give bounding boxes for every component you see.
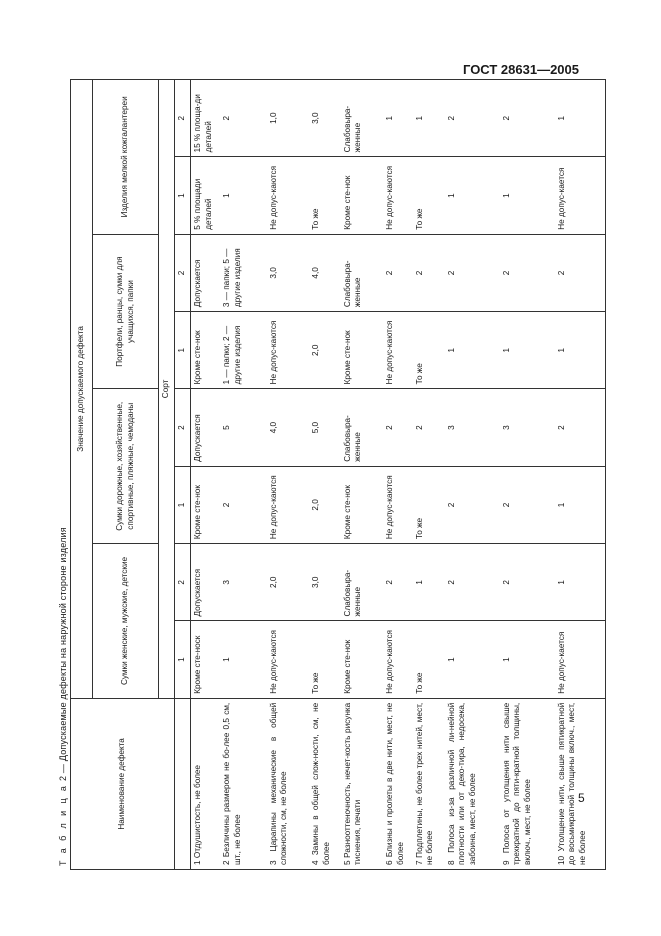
value-cell: 2 bbox=[500, 234, 555, 311]
caption-prefix: Т а б л и ц а bbox=[58, 783, 68, 866]
sort-label: 1 bbox=[175, 157, 191, 234]
value-cell: 4,0 bbox=[267, 389, 309, 466]
value-cell: 5,0 bbox=[309, 389, 341, 466]
value-cell: 1 bbox=[445, 621, 500, 698]
group-header-briefcases: Портфели, ранцы, сумки для учащихся, папки bbox=[93, 234, 159, 389]
sort-label: 1 bbox=[175, 621, 191, 698]
sort-label-spacer bbox=[175, 698, 191, 869]
value-cell: 2 bbox=[555, 234, 606, 311]
value-cell: 2 bbox=[383, 234, 413, 311]
caption-text: 2 — Допускаемые дефекты на наружной стороне изделия bbox=[58, 527, 68, 784]
table-row bbox=[555, 80, 606, 870]
value-cell: Не допус-каются bbox=[267, 621, 309, 698]
value-cell: Не допус-кается bbox=[555, 621, 606, 698]
sort-label: 1 bbox=[175, 312, 191, 389]
value-cell: Слабовыра-женные bbox=[341, 544, 383, 621]
value-cell: То же bbox=[413, 157, 445, 234]
defect-name-cell: 9 Полоса от утолщения нити свыше трехкратной до пяти-кратной толщины, включ., мест, не более bbox=[500, 698, 555, 869]
value-cell: 2,0 bbox=[309, 466, 341, 543]
value-cell: Допускается bbox=[191, 234, 221, 311]
table-caption bbox=[58, 527, 68, 866]
value-cell: 5 % площади деталей bbox=[191, 157, 221, 234]
value-cell: 1 bbox=[555, 312, 606, 389]
value-cell: Не допус-каются bbox=[383, 621, 413, 698]
value-cell: 1 bbox=[445, 312, 500, 389]
table-row bbox=[341, 80, 383, 870]
value-cell: Кроме сте-нок bbox=[341, 157, 383, 234]
value-cell: 3 — папки; 5 — другие изделия bbox=[220, 234, 267, 311]
value-cell: Кроме сте-нок bbox=[341, 312, 383, 389]
value-cell: 2 bbox=[220, 466, 267, 543]
defect-name-cell: 3 Царапины механические в общей сложности, см, не более bbox=[267, 698, 309, 869]
value-cell: То же bbox=[413, 312, 445, 389]
value-cell: 2 bbox=[445, 466, 500, 543]
sort-label: 2 bbox=[175, 80, 191, 157]
value-cell: 1 bbox=[500, 621, 555, 698]
defect-name-cell: 6 Близны и пролеты в две нити, мест, не более bbox=[383, 698, 413, 869]
value-cell: Кроме сте-нок bbox=[341, 621, 383, 698]
value-cell: 2 bbox=[413, 234, 445, 311]
value-cell: 1 bbox=[383, 80, 413, 157]
value-cell: 2,0 bbox=[309, 312, 341, 389]
value-cell: 1 bbox=[555, 466, 606, 543]
table-row bbox=[220, 80, 267, 870]
defect-name-cell: 8 Полоса из-за различной ли-нейной плотности или от деко-тира, недосека, забоина, мест, не более bbox=[445, 698, 500, 869]
column-header-value: Значение допускаемого дефекта bbox=[71, 80, 93, 699]
value-cell: 2 bbox=[445, 80, 500, 157]
value-cell: Допускается bbox=[191, 389, 221, 466]
value-cell: Кроме сте-нок bbox=[191, 466, 221, 543]
table-row bbox=[500, 80, 555, 870]
value-cell: Слабовыра-женные bbox=[341, 80, 383, 157]
value-cell: 3,0 bbox=[309, 80, 341, 157]
value-cell: 1 bbox=[220, 157, 267, 234]
defect-name-cell: 10 Утолщение нити, свыше пятикратной до восьмикратной толщины включ., мест, не более bbox=[555, 698, 606, 869]
value-cell: 1 bbox=[413, 80, 445, 157]
value-cell: 2 bbox=[555, 389, 606, 466]
table-row bbox=[445, 80, 500, 870]
value-cell: 1,0 bbox=[267, 80, 309, 157]
value-cell: Слабовыра-женные bbox=[341, 389, 383, 466]
value-cell: 2 bbox=[445, 234, 500, 311]
group-header-small-leather-goods: Изделия мелкой кожгалантереи bbox=[93, 80, 159, 235]
value-cell: 1 bbox=[555, 80, 606, 157]
value-cell: 2 bbox=[220, 80, 267, 157]
value-cell: То же bbox=[413, 466, 445, 543]
table-row bbox=[383, 80, 413, 870]
value-cell: 3,0 bbox=[309, 544, 341, 621]
table-row bbox=[267, 80, 309, 870]
value-cell: Слабовыра-женные bbox=[341, 234, 383, 311]
value-cell: 15 % площа-ди деталей bbox=[191, 80, 221, 157]
defect-name-cell: 7 Подплетины, не более трех нитей, мест, не более bbox=[413, 698, 445, 869]
value-cell: 3 bbox=[445, 389, 500, 466]
value-cell: 1 bbox=[220, 621, 267, 698]
value-cell: Не допус-каются bbox=[267, 466, 309, 543]
defect-name-cell: 5 Разнооттеночность, нечет-кость рисунка тиснения, печати bbox=[341, 698, 383, 869]
value-cell: То же bbox=[309, 157, 341, 234]
value-cell: 2 bbox=[500, 466, 555, 543]
value-cell: 5 bbox=[220, 389, 267, 466]
value-cell: Не допус-каются bbox=[267, 157, 309, 234]
value-cell: 2 bbox=[413, 389, 445, 466]
value-cell: 2 bbox=[383, 389, 413, 466]
table-row bbox=[413, 80, 445, 870]
value-cell: Не допус-каются bbox=[267, 312, 309, 389]
value-cell: То же bbox=[413, 621, 445, 698]
sort-label: 2 bbox=[175, 544, 191, 621]
value-cell: 2 bbox=[445, 544, 500, 621]
value-cell: 2 bbox=[500, 80, 555, 157]
value-cell: 3,0 bbox=[267, 234, 309, 311]
standard-code: ГОСТ 28631—2005 bbox=[463, 62, 579, 77]
value-cell: Допускается bbox=[191, 544, 221, 621]
value-cell: 1 bbox=[500, 312, 555, 389]
sort-header: Сорт bbox=[159, 80, 175, 699]
value-cell: Не допус-кается bbox=[555, 157, 606, 234]
value-cell: 1 bbox=[413, 544, 445, 621]
value-cell: 2 bbox=[383, 544, 413, 621]
value-cell: Не допус-каются bbox=[383, 157, 413, 234]
table-row bbox=[191, 80, 221, 870]
group-header-women-men-bags: Сумки женские, мужские, детские bbox=[93, 544, 159, 699]
rotated-table-area bbox=[58, 70, 618, 870]
value-cell: 1 bbox=[500, 157, 555, 234]
value-cell: Не допус-каются bbox=[383, 466, 413, 543]
value-cell: Кроме сте-носк bbox=[191, 621, 221, 698]
sort-label: 2 bbox=[175, 234, 191, 311]
value-cell: 2,0 bbox=[267, 544, 309, 621]
value-cell: 4,0 bbox=[309, 234, 341, 311]
defect-name-cell: 2 Безличины размером не бо-лее 0,5 см, шт., не более bbox=[220, 698, 267, 869]
value-cell: Кроме сте-нок bbox=[191, 312, 221, 389]
page-number: 5 bbox=[578, 791, 585, 805]
group-header-travel-bags: Сумки дорожные, хозяйственные, спортивные, пляжные, чемоданы bbox=[93, 389, 159, 544]
value-cell: 1 bbox=[555, 544, 606, 621]
table-row bbox=[309, 80, 341, 870]
value-cell: 1 bbox=[445, 157, 500, 234]
defect-name-cell: 4 Замины в общей слож-ности, см, не более bbox=[309, 698, 341, 869]
defect-name-cell: 1 Отдушистость, не более bbox=[191, 698, 221, 869]
value-cell: 3 bbox=[500, 389, 555, 466]
value-cell: Не допус-каются bbox=[383, 312, 413, 389]
sort-label: 2 bbox=[175, 389, 191, 466]
defects-table bbox=[70, 79, 606, 870]
sort-label: 1 bbox=[175, 466, 191, 543]
value-cell: 1 — папки; 2 — другие изделия bbox=[220, 312, 267, 389]
value-cell: 2 bbox=[500, 544, 555, 621]
value-cell: Кроме сте-нок bbox=[341, 466, 383, 543]
value-cell: То же bbox=[309, 621, 341, 698]
column-header-defect-name: Наименование дефекта bbox=[71, 698, 175, 869]
value-cell: 3 bbox=[220, 544, 267, 621]
